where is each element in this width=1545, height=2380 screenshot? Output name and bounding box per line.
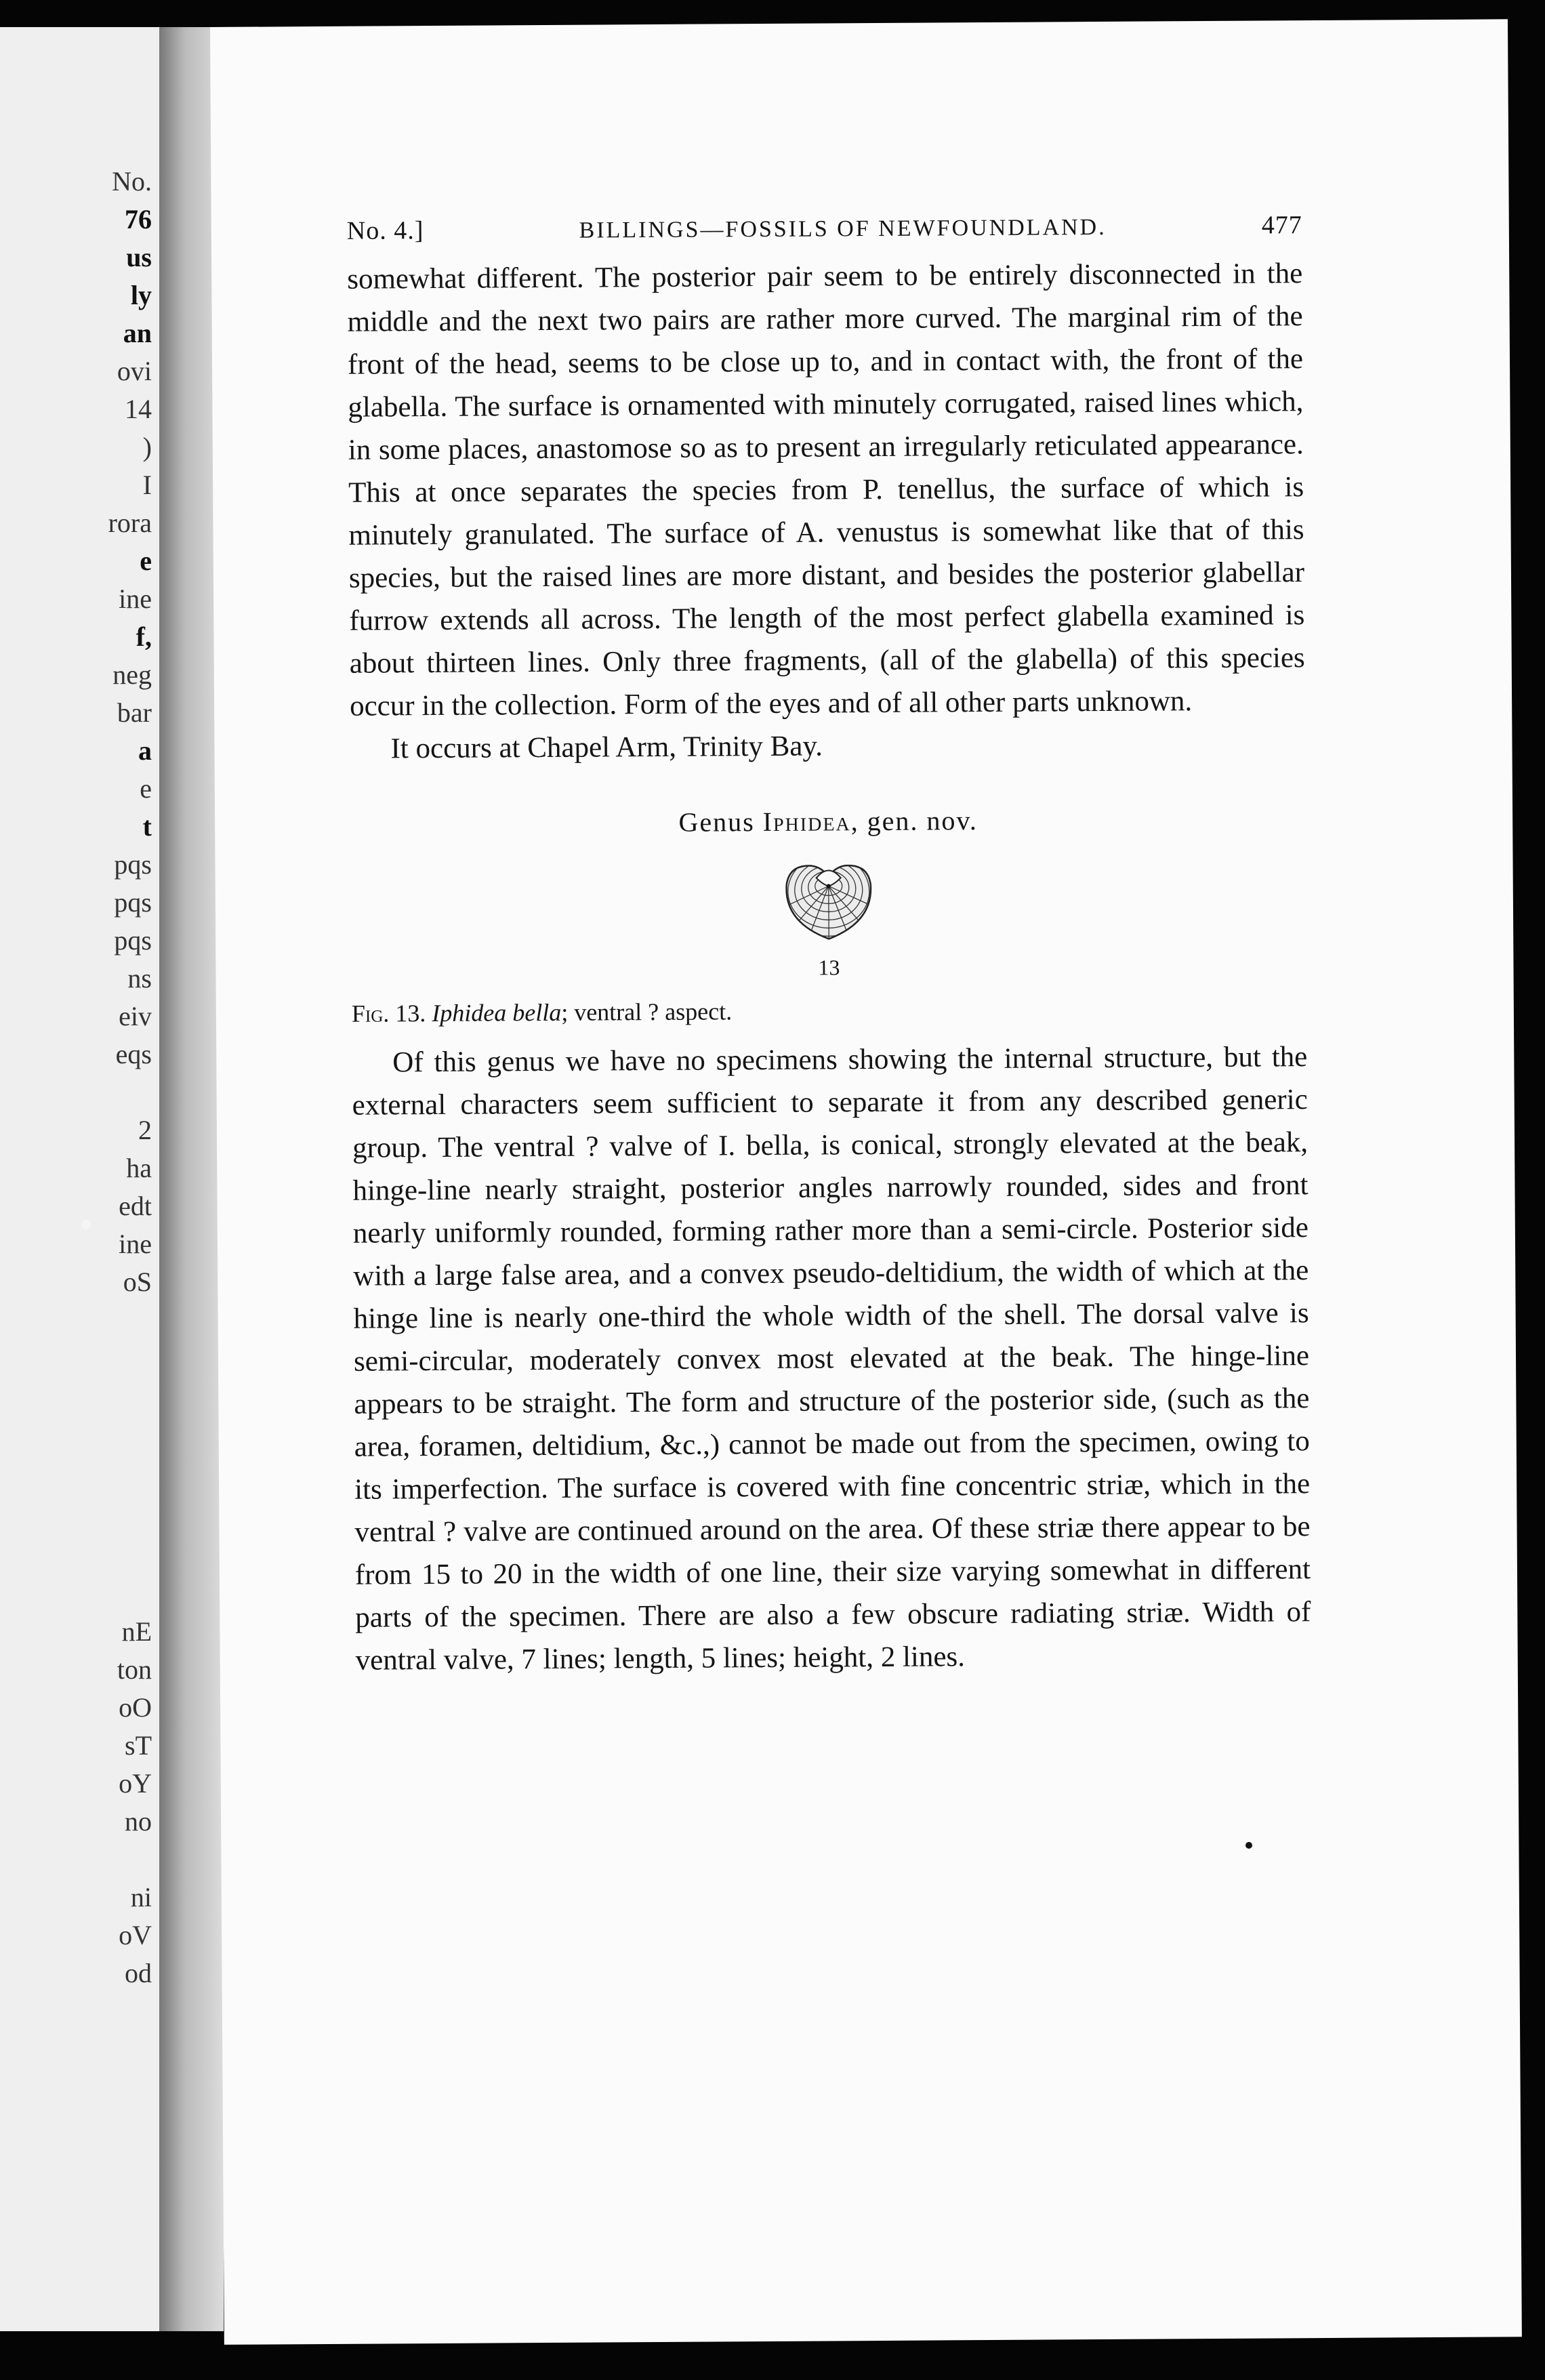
iphidea-shell-illustration bbox=[781, 857, 877, 946]
page-number: 477 bbox=[1261, 211, 1302, 240]
previous-page-fragment bbox=[0, 1841, 156, 1879]
previous-page-fragment: ha bbox=[126, 1153, 152, 1183]
previous-page-fragment: rora bbox=[108, 508, 152, 538]
previous-page-fragment: no bbox=[125, 1806, 152, 1837]
previous-page-fragment: ovi bbox=[117, 356, 152, 386]
scan-speck bbox=[1245, 1842, 1252, 1849]
previous-page-fragment: ni bbox=[130, 1882, 152, 1912]
previous-page-fragment: oY bbox=[119, 1768, 152, 1799]
previous-page-fragment: No. bbox=[112, 166, 152, 197]
previous-page-fragment: nE bbox=[121, 1616, 152, 1647]
paragraph-genus-description: Of this genus we have no specimens showing the internal structure, but the external characters seem sufficient to separate it from any described generic group. The ventral ? valve of I. bella, is conical, strongly elevated at the beak, hinge-line nearly straight, posterior angles narrowly rounded, sides and front nearly uniformly rounded, forming rather more than a semi-circle. Posterior side with a large false area, and a convex pseudo-deltidium, the width of which at the hinge line is nearly one-third the whole width of the shell. The dorsal valve is semi-circular, moderately convex most elevated at the beak. The hinge-line appears to be straight. The form and structure of the posterior side, (such as the area, foramen, deltidium, &c.,) cannot be made out from the specimen, owing to its imperfection. The surface is covered with fine concentric striæ, which in the ventral ? valve are continued around on the area. Of these striæ there appear to be from 15 to 20 in the width of one line, their size varying somewhat in different parts of the specimen. There are also a few obscure radiating striæ. Width of ventral valve, 7 lines; length, 5 lines; height, 2 lines. bbox=[352, 1041, 1311, 1677]
genus-name: Iphidea bbox=[762, 806, 851, 838]
previous-page-fragment: bar bbox=[117, 697, 152, 728]
previous-page-text-fragments bbox=[0, 163, 156, 1301]
previous-page-fragment: oV bbox=[119, 1920, 152, 1950]
previous-page-fragment: us bbox=[126, 242, 152, 272]
figure-caption bbox=[352, 993, 1307, 1028]
genus-suffix: , gen. nov. bbox=[850, 805, 978, 837]
previous-page-fragment: 14 bbox=[125, 394, 152, 424]
previous-page-fragment: e bbox=[140, 546, 152, 576]
previous-page-fragment: 2 bbox=[138, 1115, 152, 1145]
previous-page-fragment: oS bbox=[123, 1267, 152, 1297]
figure-13 bbox=[351, 855, 1307, 983]
previous-page-fragment: e bbox=[140, 773, 152, 804]
previous-page-fragment: edt bbox=[119, 1191, 152, 1221]
previous-page-fragment: pqs bbox=[114, 925, 152, 956]
previous-page-edge bbox=[0, 27, 161, 2331]
issue-number: No. 4.] bbox=[346, 216, 424, 245]
previous-page-fragment: eiv bbox=[119, 1001, 152, 1031]
scan-speck bbox=[81, 1220, 91, 1229]
previous-page-fragment: neg bbox=[112, 659, 152, 690]
paragraph-species-description: somewhat different. The posterior pair seem to be entirely disconnected in the middle and the next two pairs are rather more curved. The marginal rim of the front of the head, seems to be close up to, and in contact with, the front of the glabella. The surface is ornamented with minutely corrugated, raised lines which, in some places, anastomose so as to present an irregularly reticulated appearance. This at once separates the species from P. tenellus, the surface of which is minutely granulated. The surface of A. venustus is somewhat like that of this species, but the raised lines are more distant, and besides the posterior glabellar furrow extends all across. The length of the most perfect glabella examined is about thirteen lines. Only three fragments, (all of the glabella) of this species occur in the collection. Form of the eyes and of all other parts unknown. bbox=[347, 258, 1305, 722]
previous-page-fragment: ns bbox=[127, 963, 152, 993]
previous-page-fragment: od bbox=[125, 1958, 152, 1988]
paragraph-locality: It occurs at Chapel Arm, Trinity Bay. bbox=[390, 730, 823, 765]
previous-page-fragment: t bbox=[142, 811, 152, 842]
previous-page-fragment: pqs bbox=[114, 849, 152, 880]
previous-page-fragment: ly bbox=[130, 280, 152, 310]
genus-prefix: Genus bbox=[678, 806, 755, 838]
previous-page-fragment: 76 bbox=[125, 204, 152, 234]
previous-page-text-fragments-lower bbox=[0, 1613, 156, 1992]
previous-page-fragment: f, bbox=[136, 621, 152, 652]
figure-caption-rest: ; ventral ? aspect. bbox=[561, 998, 733, 1026]
page-content bbox=[347, 210, 1311, 1682]
running-head bbox=[347, 210, 1302, 246]
previous-page-fragment: sT bbox=[125, 1730, 152, 1761]
previous-page-fragment: an bbox=[123, 318, 152, 348]
previous-page-fragment: ton bbox=[117, 1654, 152, 1685]
previous-page-fragment: oO bbox=[119, 1692, 152, 1723]
figure-number: 13 bbox=[818, 955, 840, 980]
previous-page-fragment bbox=[0, 1073, 156, 1111]
previous-page-fragment: a bbox=[138, 735, 152, 766]
previous-page-fragment: ine bbox=[119, 583, 152, 614]
genus-heading bbox=[350, 802, 1306, 840]
previous-page-fragment: eqs bbox=[115, 1039, 152, 1069]
running-title: BILLINGS—FOSSILS OF NEWFOUNDLAND. bbox=[579, 214, 1107, 243]
previous-page-fragment: pqs bbox=[114, 887, 152, 918]
previous-page-fragment: ) bbox=[142, 432, 152, 462]
figure-caption-label: Fig. 13. bbox=[351, 1000, 426, 1027]
previous-page-fragment: I bbox=[142, 470, 152, 500]
book-page bbox=[210, 19, 1522, 2345]
figure-caption-species: Iphidea bella bbox=[432, 998, 562, 1027]
previous-page-fragment: ine bbox=[119, 1229, 152, 1259]
